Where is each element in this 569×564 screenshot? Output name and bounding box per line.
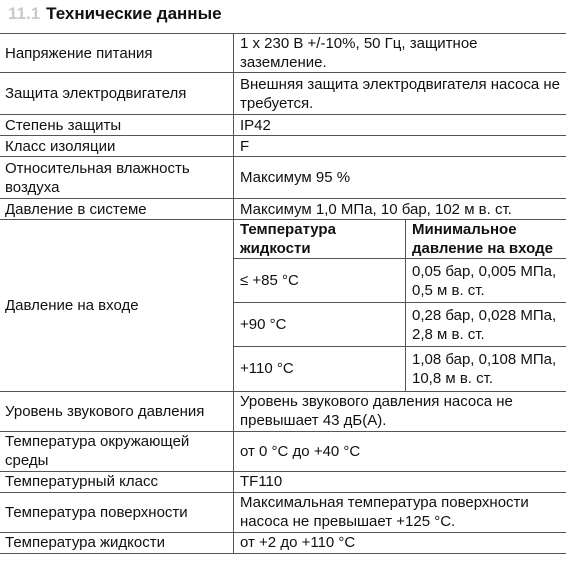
row-label: Давление в системе xyxy=(0,199,234,220)
row-label: Относительная влажность воздуха xyxy=(0,157,234,199)
row-label: Температура окружающей среды xyxy=(0,431,234,471)
min-pressure-cell: 1,08 бар, 0,108 МПа, 10,8 м в. ст. xyxy=(406,347,567,391)
table-row xyxy=(0,199,566,220)
table-row xyxy=(0,471,566,492)
row-value: 1 x 230 В +/-10%, 50 Гц, защитное заземление. xyxy=(234,34,567,73)
row-value: от 0 °C до +40 °C xyxy=(234,431,567,471)
subtable-header-row xyxy=(234,220,566,259)
row-label: Температура поверхности xyxy=(0,492,234,532)
row-value: Максимум 1,0 МПа, 10 бар, 102 м в. ст. xyxy=(234,199,567,220)
table-row xyxy=(0,136,566,157)
table-row xyxy=(0,532,566,553)
table-row xyxy=(0,34,566,73)
min-pressure-cell: 0,28 бар, 0,028 МПа, 2,8 м в. ст. xyxy=(406,303,567,347)
row-label: Температура жидкости xyxy=(0,532,234,553)
min-pressure-cell: 0,05 бар, 0,005 МПа, 0,5 м в. ст. xyxy=(406,259,567,303)
column-header-temperature: Температура жидкости xyxy=(234,220,406,259)
table-row xyxy=(0,73,566,115)
row-label: Температурный класс xyxy=(0,471,234,492)
table-row xyxy=(0,391,566,431)
row-label: Давление на входе xyxy=(0,220,234,392)
temperature-cell: +90 °C xyxy=(234,303,406,347)
table-row xyxy=(0,431,566,471)
subtable-row xyxy=(234,303,566,347)
section-heading xyxy=(8,2,222,26)
row-value: F xyxy=(234,136,567,157)
column-header-min-pressure: Минимальное давление на входе xyxy=(406,220,567,259)
row-value: Максимальная температура поверхности насоса не превышает +125 °C. xyxy=(234,492,567,532)
section-number: 11.1 xyxy=(8,4,41,23)
row-label: Напряжение питания xyxy=(0,34,234,73)
row-value: от +2 до +110 °C xyxy=(234,532,567,553)
row-label: Степень защиты xyxy=(0,115,234,136)
section-title: Технические данные xyxy=(46,4,222,23)
table-row xyxy=(0,220,566,392)
row-value: Максимум 95 % xyxy=(234,157,567,199)
table-row xyxy=(0,492,566,532)
row-value: Уровень звукового давления насоса не превышает 43 дБ(А). xyxy=(234,391,567,431)
row-label: Класс изоляции xyxy=(0,136,234,157)
subtable-row xyxy=(234,259,566,303)
technical-data-table xyxy=(0,33,566,554)
subtable-row xyxy=(234,347,566,391)
row-label: Уровень звукового давления xyxy=(0,391,234,431)
table-row xyxy=(0,115,566,136)
inlet-pressure-subtable-cell xyxy=(234,220,567,392)
row-value: Внешняя защита электродвигателя насоса не требуется. xyxy=(234,73,567,115)
inlet-pressure-subtable xyxy=(234,220,566,391)
row-label: Защита электродвигателя xyxy=(0,73,234,115)
table-row xyxy=(0,157,566,199)
temperature-cell: +110 °C xyxy=(240,360,294,378)
row-value: IP42 xyxy=(234,115,567,136)
temperature-cell: ≤ +85 °C xyxy=(234,259,406,303)
row-value: TF110 xyxy=(234,471,567,492)
